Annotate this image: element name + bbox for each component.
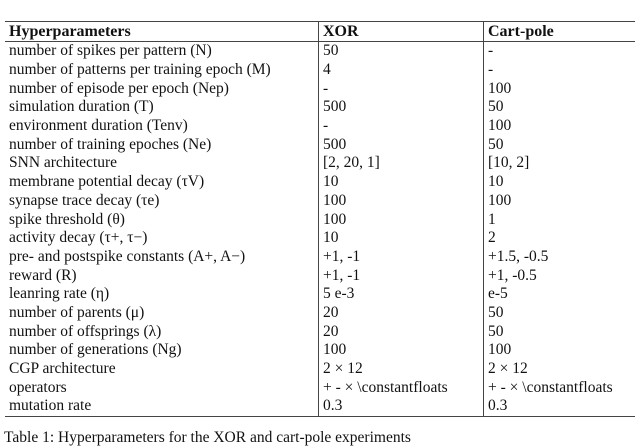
cartpole-cell: + - × \constantfloats	[484, 378, 636, 397]
cartpole-cell: 100	[484, 192, 636, 211]
hyperparameter-table	[5, 21, 635, 417]
table-row	[5, 229, 635, 248]
param-cell: number of spikes per pattern (N)	[9, 42, 212, 60]
xor-cell: 10	[319, 173, 484, 192]
table-row	[5, 341, 635, 360]
param-cell: number of patterns per training epoch (M)	[9, 61, 271, 79]
cartpole-cell: 50	[484, 98, 636, 117]
param-cell: SNN architecture	[9, 154, 118, 172]
cartpole-cell: 100	[484, 341, 636, 360]
table-row	[5, 266, 635, 285]
param-cell: synapse trace decay (τe)	[9, 191, 160, 209]
param-cell: membrane potential decay (τV)	[9, 173, 205, 191]
param-cell: mutation rate	[9, 397, 92, 415]
param-cell: number of parents (μ)	[9, 303, 145, 321]
cartpole-cell: 50	[484, 135, 636, 154]
table-row	[5, 98, 635, 117]
table-row	[5, 61, 635, 80]
table-row	[5, 378, 635, 397]
cartpole-cell: +1.5, -0.5	[484, 248, 636, 267]
header-row	[5, 22, 635, 42]
table-row	[5, 154, 635, 173]
param-cell: number of episode per epoch (Nep)	[9, 79, 229, 97]
xor-cell: 4	[319, 61, 484, 80]
xor-cell: -	[319, 117, 484, 136]
table-row	[5, 304, 635, 323]
cartpole-cell: [10, 2]	[484, 154, 636, 173]
cartpole-cell: -	[484, 61, 636, 80]
param-cell: leanring rate (η)	[9, 285, 110, 303]
param-cell: operators	[9, 378, 67, 396]
xor-cell: 50	[319, 42, 484, 61]
table-row	[5, 248, 635, 267]
cartpole-cell: 100	[484, 79, 636, 98]
xor-cell: +1, -1	[319, 248, 484, 267]
xor-cell: + - × \constantfloats	[319, 378, 484, 397]
param-cell: activity decay (τ+, τ−)	[9, 229, 148, 247]
cartpole-cell: 2	[484, 229, 636, 248]
table-row	[5, 117, 635, 136]
cartpole-cell: e-5	[484, 285, 636, 304]
xor-cell: 100	[319, 192, 484, 211]
xor-cell: 0.3	[319, 397, 484, 416]
table-row	[5, 322, 635, 341]
xor-cell: 500	[319, 135, 484, 154]
table-row	[5, 135, 635, 154]
param-cell: number of generations (Ng)	[9, 341, 182, 359]
header-hyperparameters: Hyperparameters	[9, 22, 131, 40]
xor-cell: -	[319, 79, 484, 98]
xor-cell: 100	[319, 210, 484, 229]
xor-cell: +1, -1	[319, 266, 484, 285]
cartpole-cell: 100	[484, 117, 636, 136]
cartpole-cell: 1	[484, 210, 636, 229]
param-cell: pre- and postspike constants (A+, A−)	[9, 247, 246, 265]
param-cell: spike threshold (θ)	[9, 210, 125, 228]
param-cell: simulation duration (T)	[9, 98, 154, 116]
param-cell: CGP architecture	[9, 360, 116, 378]
cartpole-cell: 50	[484, 322, 636, 341]
table-row	[5, 173, 635, 192]
table-row	[5, 192, 635, 211]
param-cell: reward (R)	[9, 266, 77, 284]
xor-cell: 10	[319, 229, 484, 248]
xor-cell: 20	[319, 304, 484, 323]
table-row	[5, 360, 635, 379]
cartpole-cell: 0.3	[484, 397, 636, 416]
table-caption: Table 1: Hyperparameters for the XOR and cart-pole experiments	[4, 429, 411, 446]
table-row	[5, 210, 635, 229]
param-cell: environment duration (Tenv)	[9, 117, 188, 135]
header-xor: XOR	[319, 22, 484, 42]
table-row	[5, 79, 635, 98]
xor-cell: 100	[319, 341, 484, 360]
cartpole-cell: 2 × 12	[484, 360, 636, 379]
param-cell: number of training epoches (Ne)	[9, 135, 212, 153]
cartpole-cell: 10	[484, 173, 636, 192]
xor-cell: 5 e-3	[319, 285, 484, 304]
xor-cell: [2, 20, 1]	[319, 154, 484, 173]
table-row	[5, 42, 635, 61]
xor-cell: 20	[319, 322, 484, 341]
table-row	[5, 397, 635, 416]
xor-cell: 500	[319, 98, 484, 117]
cartpole-cell: -	[484, 42, 636, 61]
param-cell: number of offsprings (λ)	[9, 322, 162, 340]
header-cartpole: Cart-pole	[484, 22, 636, 42]
cartpole-cell: 50	[484, 304, 636, 323]
table-row	[5, 285, 635, 304]
cartpole-cell: +1, -0.5	[484, 266, 636, 285]
xor-cell: 2 × 12	[319, 360, 484, 379]
